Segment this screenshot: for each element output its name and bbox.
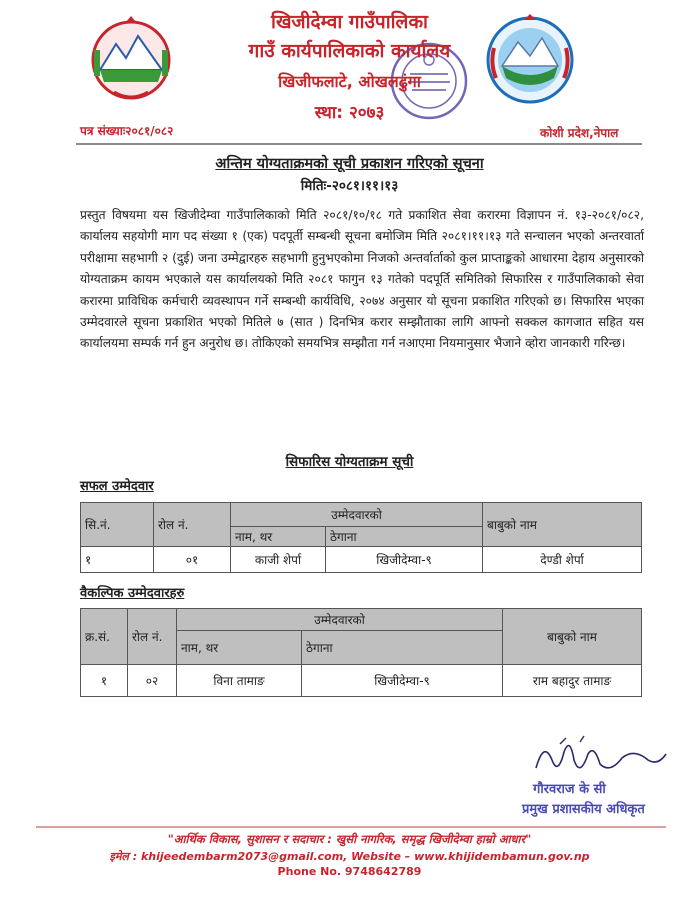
footer-slogan: "आर्थिक विकास, सुशासन र सदाचार : खुसी नागरिक, समृद्ध खिजीदेम्वा हाम्रो आधार" — [167, 832, 532, 846]
org-address: खिजीफलाटे, ओखलढुंगा — [278, 72, 421, 91]
header-sn: सि.नं. — [81, 503, 154, 547]
org-name-line1: खिजीदेम्वा गाउँपालिका — [271, 11, 428, 33]
header-candidate: उम्मेदवारको — [177, 609, 503, 631]
header-roll: रोल नं. — [128, 609, 177, 665]
footer-phone: Phone No. 9748642789 — [277, 865, 422, 878]
letter-number: पत्र संख्याः२०८१/०८२ — [80, 124, 174, 138]
header-father: बाबुको नाम — [503, 609, 642, 665]
alternate-candidate-table — [80, 608, 642, 697]
header-address: ठेगाना — [302, 631, 503, 665]
table-row — [81, 665, 642, 697]
notice-title: अन्तिम योग्यताक्रमको सूची प्रकाशन गरिएको सूचना — [215, 156, 484, 172]
cell-roll: ०१ — [154, 547, 231, 573]
header-address: ठेगाना — [326, 527, 483, 547]
signature-mark — [530, 730, 670, 785]
list-title: सिफारिस योग्यताक्रम सूची — [285, 454, 414, 470]
footer-contact: इमेल : khijeedembarm2073@gmail.com, Website – www.khijidembamun.gov.np — [109, 850, 590, 863]
table-row — [81, 547, 642, 573]
cell-roll: ०२ — [128, 665, 177, 697]
footer-divider — [36, 826, 666, 828]
successful-candidate-heading: सफल उम्मेदवार — [80, 479, 154, 494]
cell-father: देण्डी शेर्पा — [483, 547, 642, 573]
notice-date: मितिः-२०८१।११।१३ — [300, 178, 399, 194]
header-father: बाबुको नाम — [483, 503, 642, 547]
header-name: नाम, थर — [231, 527, 326, 547]
alternate-candidate-heading: वैकल्पिक उम्मेदवारहरु — [80, 586, 185, 601]
header-sn: क्र.सं. — [81, 609, 128, 665]
cell-sn: १ — [81, 665, 128, 697]
signatory-title: प्रमुख प्रशासकीय अधिकृत — [522, 802, 645, 817]
cell-address: खिजीदेम्वा-९ — [302, 665, 503, 697]
header-candidate: उम्मेदवारको — [231, 503, 483, 527]
cell-father: राम बहादुर तामाङ — [503, 665, 642, 697]
header-roll: रोल नं. — [154, 503, 231, 547]
signatory-name: गौरवराज के सी — [533, 782, 606, 797]
cell-name: काजी शेर्पा — [231, 547, 326, 573]
header-divider — [76, 143, 642, 145]
header-name: नाम, थर — [177, 631, 302, 665]
province-label: कोशी प्रदेश,नेपाल — [540, 126, 619, 140]
org-name-line2: गाउँ कार्यपालिकाको कार्यालय — [248, 40, 451, 62]
org-established: स्था: २०७३ — [314, 103, 385, 123]
cell-sn: १ — [81, 547, 154, 573]
cell-name: विना तामाङ — [177, 665, 302, 697]
cell-address: खिजीदेम्वा-९ — [326, 547, 483, 573]
notice-body: प्रस्तुत विषयमा यस खिजीदेम्वा गाउँपालिकाको मिति २०८१/१०/१८ गते प्रकाशित सेवा करारमा विज्ञापन नं. १३-२०८१/०८२, कार्यालय सहयोगी माग पद संख्या १ (एक) पदपूर्ती सम्बन्धी सूचना बमोजिम मिति २०८१।११।१३ गते सन्चालन भएको अन्तरवार्ता परीक्षामा सहभागी २ (दुई) जना उम्मेद्वारहरु सहभागी हुनुभएकोमा निजको अन्तर्वार्ताको कुल प्राप्ताङ्कको आधारमा देहाय अनुसारको योग्यताक्रम कायम भएकाले यस कार्यालयको मिति २०८१ फागुन १३ गतेको पदपूर्ति समितिको सिफारिस र गाउँपालिकाको सेवा करारमा प्राविधिक कर्मचारी व्यवस्थापन गर्ने सम्बन्धी कार्यविधि, २०७४ अनुसार यो सूचना प्रकाशित गरिएको छ। सिफारिस भएका उम्मेदवारले सूचना प्रकाशित भएको मितिले ७ (सात ) दिनभित्र करार सम्झौताका लागि आफ्नो सक्कल कागजात सहित यस कार्यालयमा सम्पर्क गर्न हुन अनुरोध छ। तोकिएको समयभित्र सम्झौता गर्न नआएमा नियमानुसार भैजाने व्होरा जानकारी गरिन्छ। — [80, 208, 644, 351]
successful-candidate-table — [80, 502, 642, 573]
